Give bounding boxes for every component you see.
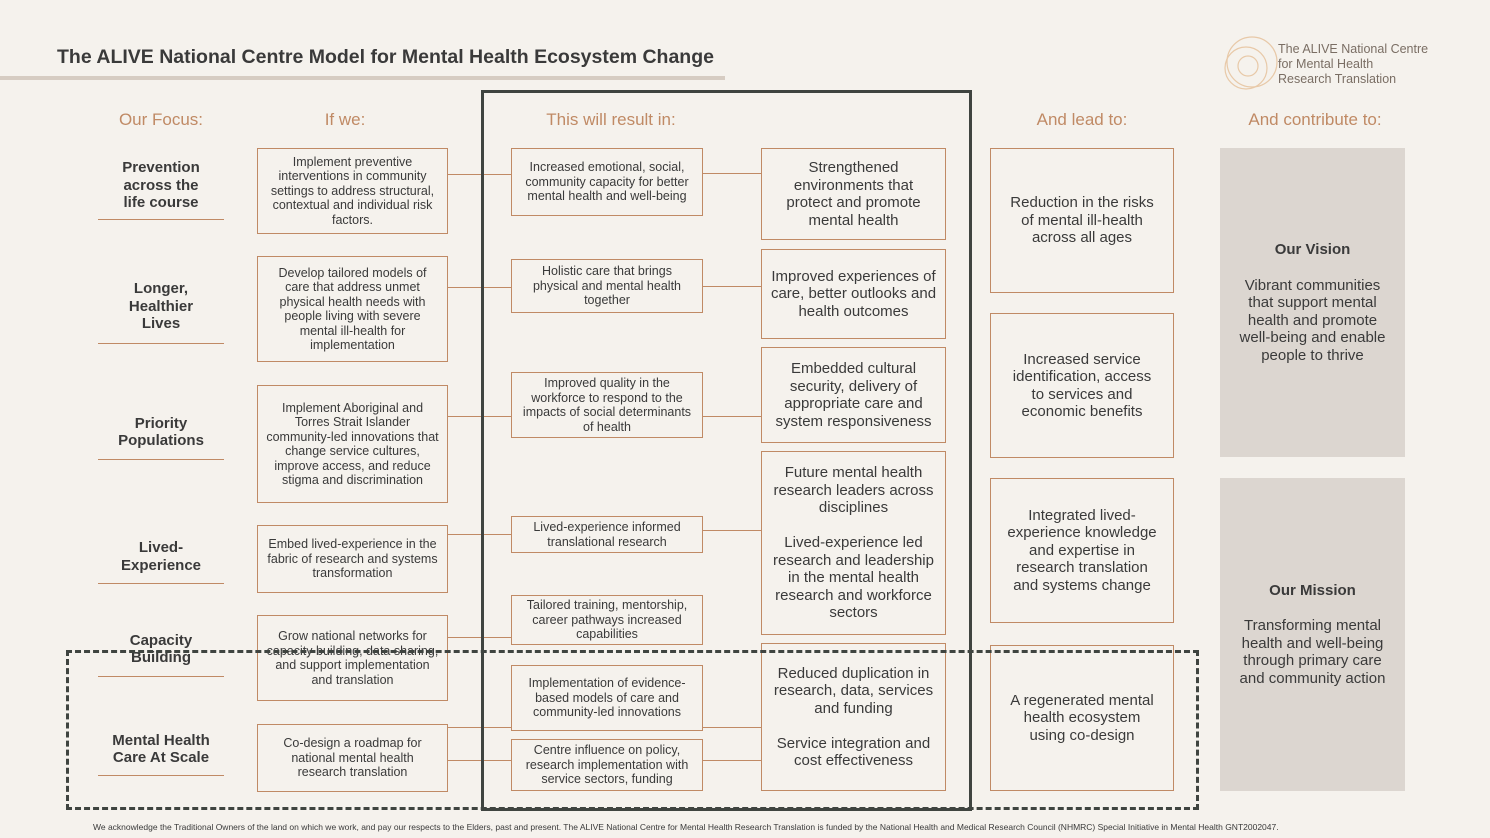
focus-lived-experience: Lived- Experience [98,530,224,584]
outcome-box-strengthened-environments: Strengthened environments that protect and promote mental health [761,148,946,240]
title-underline [0,76,725,80]
result-box-lived-experience-research: Lived-experience informed translational research [511,516,703,553]
mission-text: Transforming mental health and well-being through primary care and community action [1239,617,1386,687]
if-we-box-prevention: Implement preventive interventions in community settings to address structural, contextual and individual risk factors. [257,148,448,234]
lead-box-integrated-lived-experience: Integrated lived-experience knowledge and expertise in research translation and systems change [990,478,1174,623]
if-we-box-national-networks: Grow national networks for capacity building, data sharing, and support implementation and translation [257,615,448,701]
header-contribute-to: And contribute to: [1248,110,1382,129]
lead-box-regenerated-ecosystem: A regenerated mental health ecosystem using co-design [990,645,1174,791]
page-title: The ALIVE National Centre Model for Mental Health Ecosystem Change [57,46,714,68]
if-we-box-roadmap: Co-design a roadmap for national mental health research translation [257,724,448,792]
focus-longer-healthier-lives: Longer, Healthier Lives [98,270,224,344]
logo-text: The ALIVE National Centre for Mental Health Research Translation [1278,42,1429,86]
result-box-community-capacity: Increased emotional, social, community capacity for better mental health and well-being [511,148,703,216]
result-box-workforce-quality: Improved quality in the workforce to respond to the impacts of social determinants of health [511,372,703,438]
if-we-box-aboriginal-innovations: Implement Aboriginal and Torres Strait Islander community-led innovations that change service cultures, improve access, and reduce stigma and discrimination [257,385,448,503]
outcome-box-reduced-duplication: Reduced duplication in research, data, services and funding Service integration and cost effectiveness [761,643,946,791]
outcome-box-research-leaders: Future mental health research leaders across disciplines Lived-experience led research and leadership in the mental health research and workforce sectors [761,451,946,635]
if-we-box-lived-experience: Embed lived-experience in the fabric of research and systems transformation [257,525,448,593]
result-box-tailored-training: Tailored training, mentorship, career pathways increased capabilities [511,595,703,645]
focus-capacity-building: Capacity Building [98,622,224,677]
mission-panel [1220,478,1405,791]
vision-panel [1220,148,1405,457]
vision-text: Vibrant communities that support mental health and promote well-being and enable people to thrive [1239,276,1386,364]
result-box-evidence-based-models: Implementation of evidence-based models of care and community-led innovations [511,665,703,731]
header-if-we: If we: [324,110,366,129]
dashed-scale-frame [66,650,1199,810]
mission-heading: Our Mission [1269,581,1356,599]
focus-prevention: Prevention across the life course [98,152,224,220]
lead-box-reduction-risks: Reduction in the risks of mental ill-health across all ages [990,148,1174,293]
focus-priority-populations: Priority Populations [98,405,224,460]
if-we-box-models-of-care: Develop tailored models of care that address unmet physical health needs with people living with severe mental ill-health for implementation [257,256,448,362]
focus-mental-health-care-at-scale: Mental Health Care At Scale [98,723,224,776]
lead-box-increased-service: Increased service identification, access to services and economic benefits [990,313,1174,458]
outcome-box-cultural-security: Embedded cultural security, delivery of appropriate care and system responsiveness [761,347,946,443]
header-our-focus: Our Focus: [118,110,204,129]
vision-heading: Our Vision [1274,241,1351,258]
result-box-holistic-care: Holistic care that brings physical and mental health together [511,259,703,313]
header-lead-to: And lead to: [1036,110,1128,129]
result-box-policy-influence: Centre influence on policy, research implementation with service sectors, funding [511,739,703,791]
header-result-in: This will result in: [546,110,676,129]
footer-acknowledgement: We acknowledge the Traditional Owners of the land on which we work, and pay our respects to the Elders, past and present. The ALIVE National Centre for Mental Health Research Translation is funded by the National Health and Medical Research Council (NHMRC) Special Initiative in Mental Health GNT2002047. [93,822,1279,832]
outcome-box-improved-experiences: Improved experiences of care, better outlooks and health outcomes [761,249,946,339]
